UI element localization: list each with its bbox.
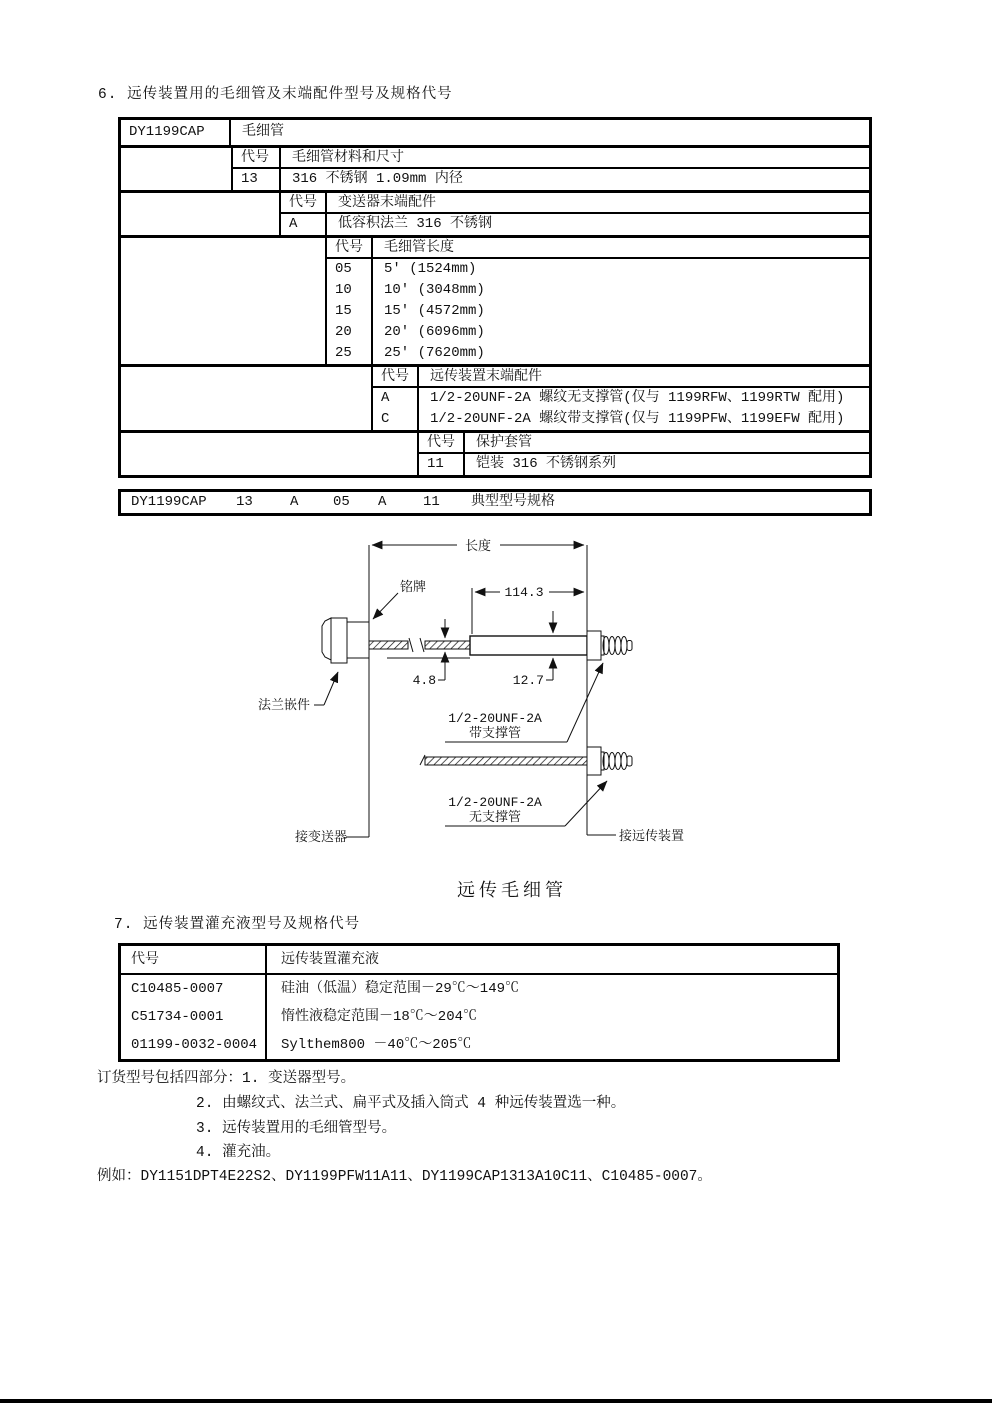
table-row bbox=[373, 409, 869, 430]
option-description: 316 不锈钢 1.09mm 内径 bbox=[292, 171, 463, 187]
flange-body bbox=[331, 618, 347, 663]
code-column-header: 代号 bbox=[327, 238, 373, 257]
option-description: 20' (6096mm) bbox=[384, 324, 485, 340]
table-row bbox=[281, 214, 869, 235]
option-description: 低容积法兰 316 不锈钢 bbox=[338, 216, 493, 232]
option-description: 毛细管 bbox=[242, 124, 284, 140]
option-description: 10' (3048mm) bbox=[384, 282, 485, 298]
table-row bbox=[121, 975, 837, 1003]
option-group-title: 毛细管长度 bbox=[384, 240, 454, 256]
supported-thread-spec: 1/2-20UNF-2A bbox=[448, 711, 542, 726]
option-description: 1/2-20UNF-2A 螺纹带支撑管(仅与 1199PFW、1199EFW 配用) bbox=[430, 411, 845, 427]
section-7-title: 7. 远传装置灌充液型号及规格代号 bbox=[114, 917, 361, 933]
fill-desc: 硅油（低温）稳定范围－29℃～149℃ bbox=[281, 981, 520, 997]
flange-insert-label: 法兰嵌件 bbox=[258, 698, 311, 713]
flange-neck bbox=[347, 622, 369, 658]
option-code: DY1199CAP bbox=[121, 120, 231, 145]
option-group-title: 保护套管 bbox=[476, 435, 532, 451]
option-code: C bbox=[373, 409, 419, 430]
supported-thread-label: 带支撑管 bbox=[468, 726, 522, 741]
capillary-diagram bbox=[248, 533, 708, 853]
model-table-group bbox=[121, 367, 869, 433]
unsupported-thread-spec: 1/2-20UNF-2A bbox=[448, 795, 542, 810]
table-indent-cell bbox=[121, 148, 233, 190]
support-tube bbox=[470, 636, 587, 655]
section-6-title: 6. 远传装置用的毛细管及末端配件型号及规格代号 bbox=[98, 87, 453, 103]
model-table-group bbox=[121, 148, 869, 193]
table-indent-cell bbox=[121, 238, 327, 364]
option-code: 25 bbox=[327, 343, 373, 364]
fill-code: 01199-0032-0004 bbox=[121, 1031, 267, 1059]
option-code: 05 bbox=[327, 259, 373, 280]
page-edge-bar bbox=[0, 1399, 992, 1403]
model-table-group bbox=[121, 238, 869, 367]
table-row bbox=[121, 1003, 837, 1031]
unsupported-thread-label: 无支撑管 bbox=[468, 810, 522, 825]
table-row bbox=[327, 343, 869, 364]
length-dim-label: 长度 bbox=[464, 539, 492, 554]
table-row bbox=[281, 193, 869, 214]
table-indent-cell bbox=[121, 367, 373, 430]
option-description: 25' (7620mm) bbox=[384, 345, 485, 361]
ordering-item: 2. 由螺纹式、法兰式、扁平式及插入筒式 4 种远传装置选一种。 bbox=[196, 1096, 626, 1112]
capillary-tube-segment bbox=[425, 641, 470, 649]
fill-code-header: 代号 bbox=[121, 946, 267, 973]
flange-cap bbox=[322, 618, 331, 660]
fill-code: C51734-0001 bbox=[121, 1003, 267, 1031]
code-column-header: 代号 bbox=[233, 148, 281, 167]
ordering-lead: 订货型号包括四部分： bbox=[97, 1071, 242, 1087]
table-row bbox=[373, 388, 869, 409]
option-code: 10 bbox=[327, 280, 373, 301]
to-transmitter-label: 接变送器 bbox=[295, 830, 348, 845]
hex-nut bbox=[587, 631, 601, 660]
capillary-tube-segment bbox=[369, 641, 408, 649]
option-group-title: 变送器末端配件 bbox=[338, 195, 436, 211]
option-code: 13 bbox=[233, 169, 281, 190]
table-row bbox=[327, 259, 869, 280]
tube-dim-label: 12.7 bbox=[512, 673, 544, 688]
option-group-title: 毛细管材料和尺寸 bbox=[292, 150, 404, 166]
fill-desc: Sylthem800 －40℃～205℃ bbox=[281, 1037, 472, 1053]
support-tube-dim-label: 114.3 bbox=[504, 585, 544, 600]
ordering-item: 1. 变送器型号。 bbox=[242, 1071, 356, 1087]
ordering-line-1 bbox=[97, 1066, 355, 1087]
ordering-item: 3. 远传装置用的毛细管型号。 bbox=[196, 1121, 397, 1137]
table-row bbox=[327, 280, 869, 301]
table-indent-cell bbox=[121, 193, 281, 235]
option-description: 5' (1524mm) bbox=[384, 261, 477, 277]
model-table-group bbox=[121, 120, 869, 148]
typical-model-caption: 典型型号规格 bbox=[471, 494, 555, 510]
thread-tip-lower bbox=[627, 756, 632, 766]
option-description: 铠装 316 不锈钢系列 bbox=[476, 456, 617, 472]
fill-desc: 惰性液稳定范围－18℃～204℃ bbox=[281, 1009, 478, 1025]
fill-desc-header: 远传装置灌充液 bbox=[281, 952, 379, 968]
table-row bbox=[419, 433, 869, 454]
hex-nut-lower bbox=[587, 747, 601, 775]
table-row bbox=[327, 238, 869, 259]
table-indent-cell bbox=[121, 433, 419, 475]
table-row bbox=[121, 946, 837, 975]
option-code: A bbox=[373, 388, 419, 409]
option-group-title: 远传装置末端配件 bbox=[430, 369, 542, 385]
capillary-dim-label: 4.8 bbox=[412, 673, 436, 688]
ordering-example: 例如：DY1151DPT4E22S2、DY1199PFW11A11、DY1199CAP1313A10C11、C10485-0007。 bbox=[97, 1169, 712, 1185]
option-code: 15 bbox=[327, 301, 373, 322]
table-row bbox=[121, 120, 869, 145]
table-row bbox=[233, 169, 869, 190]
option-code: 11 bbox=[419, 454, 465, 475]
option-description: 15' (4572mm) bbox=[384, 303, 485, 319]
typical-model-code: 05 bbox=[333, 494, 350, 510]
option-code: 20 bbox=[327, 322, 373, 343]
table-row bbox=[121, 1031, 837, 1059]
typical-model-box bbox=[118, 489, 872, 516]
option-description: 1/2-20UNF-2A 螺纹无支撑管(仅与 1199RFW、1199RTW 配用) bbox=[430, 390, 845, 406]
table-row bbox=[233, 148, 869, 169]
model-code-table bbox=[118, 117, 872, 478]
table-row bbox=[373, 367, 869, 388]
ordering-item: 4. 灌充油。 bbox=[196, 1145, 281, 1161]
nameplate-label: 铭牌 bbox=[400, 580, 427, 595]
typical-model-code: 11 bbox=[423, 494, 440, 510]
code-column-header: 代号 bbox=[281, 193, 327, 212]
table-row bbox=[419, 454, 869, 475]
code-column-header: 代号 bbox=[419, 433, 465, 452]
code-column-header: 代号 bbox=[373, 367, 419, 386]
model-table-group bbox=[121, 193, 869, 238]
typical-model-code: DY1199CAP bbox=[131, 494, 207, 510]
table-row bbox=[327, 322, 869, 343]
option-code: A bbox=[281, 214, 327, 235]
thread-tip bbox=[627, 641, 632, 651]
to-remote-device-label: 接远传装置 bbox=[619, 829, 685, 844]
typical-model-code: A bbox=[378, 494, 387, 510]
typical-model-code: A bbox=[290, 494, 299, 510]
fill-code: C10485-0007 bbox=[121, 975, 267, 1003]
capillary-tube-lower bbox=[425, 757, 587, 765]
table-row bbox=[327, 301, 869, 322]
fill-liquid-table bbox=[118, 943, 840, 1062]
typical-model-code: 13 bbox=[236, 494, 253, 510]
model-table-group bbox=[121, 433, 869, 475]
diagram-caption: 远传毛细管 bbox=[457, 882, 567, 902]
